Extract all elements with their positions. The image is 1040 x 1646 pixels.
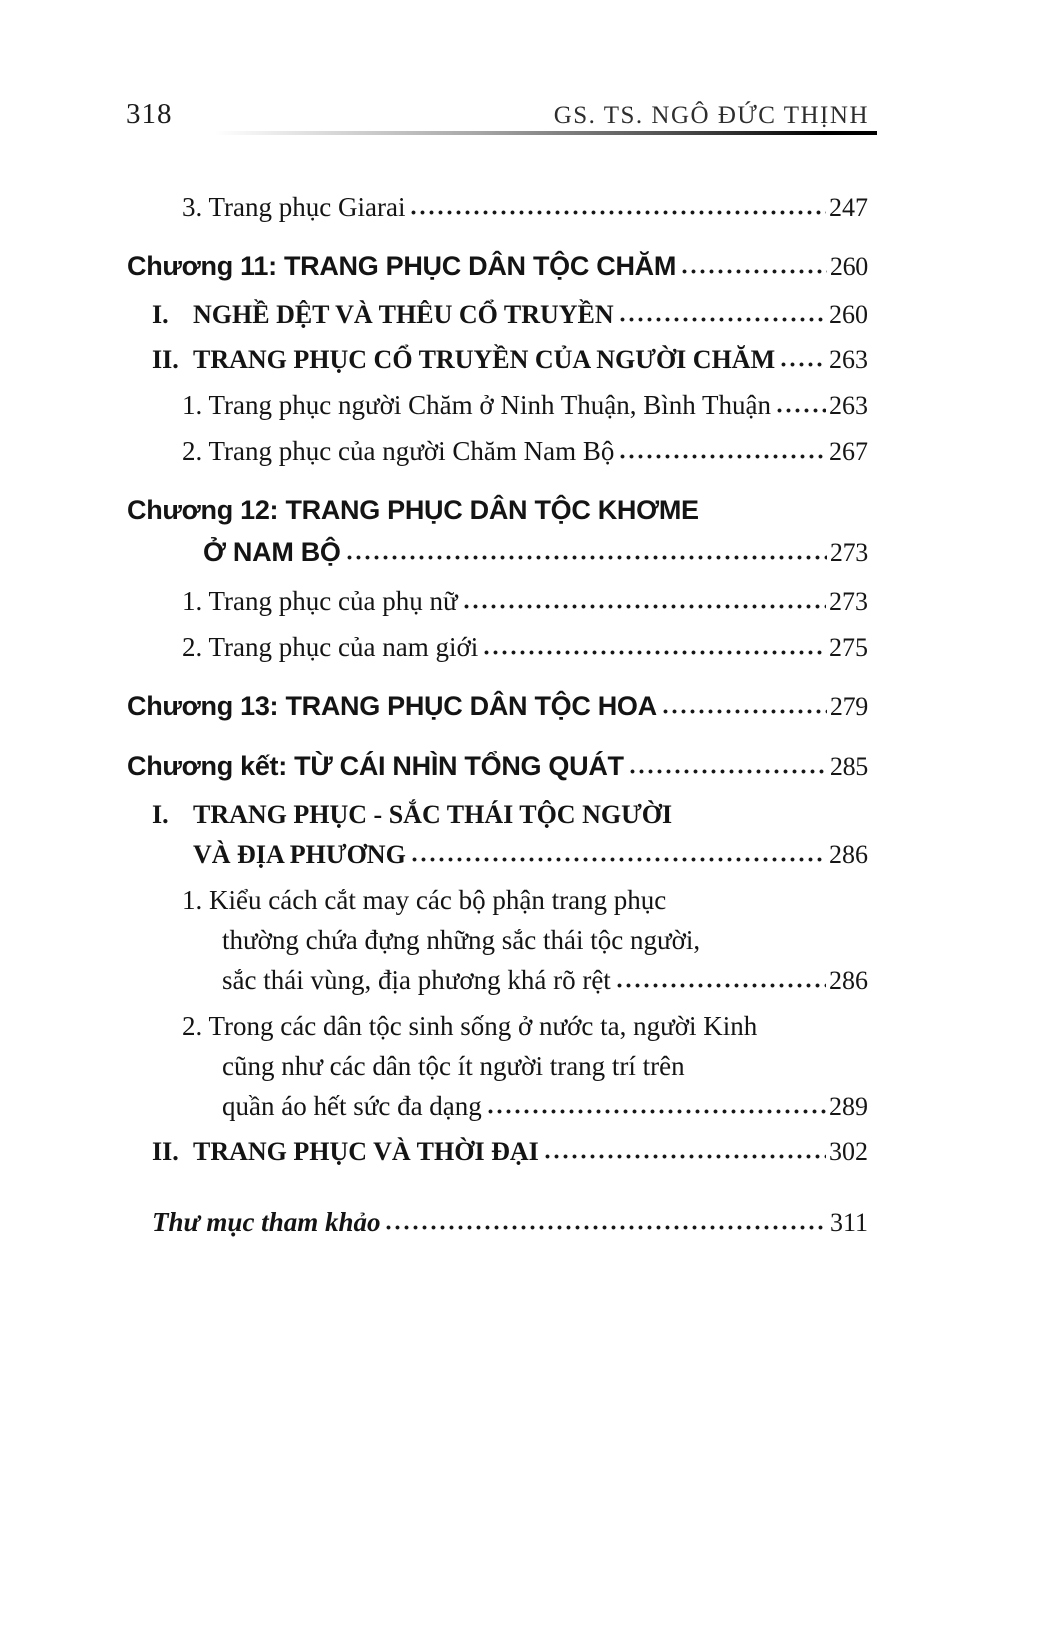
toc-leader-dots xyxy=(617,982,826,989)
toc-line xyxy=(127,835,868,875)
toc-line xyxy=(127,685,868,728)
toc-line xyxy=(127,880,868,920)
toc-line xyxy=(127,295,868,335)
toc-line xyxy=(127,245,868,288)
toc-entry-label: Chương 13: TRANG PHỤC DÂN TỘC HOA xyxy=(127,691,657,721)
toc-entry-label: VÀ ĐỊA PHƯƠNG xyxy=(193,840,406,869)
toc-line xyxy=(127,431,868,472)
toc-line xyxy=(127,1132,868,1172)
toc-leader-dots xyxy=(411,209,826,216)
toc-page-number: 311 xyxy=(829,1208,868,1237)
toc-entry xyxy=(127,627,868,668)
toc-entry-label: quần áo hết sức đa dạng xyxy=(222,1091,482,1121)
toc-entry xyxy=(127,295,868,335)
toc-line xyxy=(127,795,868,835)
toc-entry-label: Chương 12: TRANG PHỤC DÂN TỘC KHƠME xyxy=(127,495,699,525)
toc-line xyxy=(127,1202,868,1243)
toc-entry-label: TRANG PHỤC - SẮC THÁI TỘC NGƯỜI xyxy=(193,800,673,829)
toc-line xyxy=(127,1006,868,1046)
toc-leader-dots xyxy=(484,649,826,656)
toc-page-number: 273 xyxy=(829,587,868,616)
toc-entry-label: NGHỀ DỆT VÀ THÊU CỔ TRUYỀN xyxy=(193,300,614,329)
toc-page-number: 285 xyxy=(829,752,868,781)
toc-entry-numeral: I. xyxy=(152,800,169,829)
toc-leader-dots xyxy=(663,708,827,715)
toc-entry-label: 2. Trang phục của nam giới xyxy=(182,632,479,662)
toc-entry-label: 1. Trang phục của phụ nữ xyxy=(182,586,458,616)
toc-page-number: 260 xyxy=(829,300,868,329)
toc-entry-label: Chương kết: TỪ CÁI NHÌN TỔNG QUÁT xyxy=(127,751,624,781)
toc-page-number: 263 xyxy=(829,391,868,420)
toc-leader-dots xyxy=(777,407,826,414)
toc-entry xyxy=(127,685,868,728)
toc-page-number: 273 xyxy=(829,538,868,567)
toc-entry-label: TRANG PHỤC CỔ TRUYỀN CỦA NGƯỜI CHĂM xyxy=(193,345,776,374)
toc-entry-numeral: I. xyxy=(152,300,169,329)
toc-line xyxy=(127,340,868,380)
toc-entry xyxy=(127,385,868,426)
toc-page-number: 279 xyxy=(829,692,868,721)
toc-page-number: 275 xyxy=(829,633,868,662)
toc-entry-numeral: II. xyxy=(152,345,179,374)
toc-leader-dots xyxy=(781,361,826,368)
table-of-contents xyxy=(127,135,868,1248)
toc-page-number: 289 xyxy=(829,1092,868,1121)
toc-line xyxy=(127,531,868,574)
toc-page-number: 260 xyxy=(829,252,868,281)
toc-page-number: 247 xyxy=(829,193,868,222)
toc-entry-label: TRANG PHỤC VÀ THỜI ĐẠI xyxy=(193,1137,539,1166)
toc-entry-numeral: II. xyxy=(152,1137,179,1166)
toc-entry-label: 2. Trong các dân tộc sinh sống ở nước ta, người Kinh xyxy=(182,1011,758,1041)
toc-entry xyxy=(127,1202,868,1243)
toc-line xyxy=(127,745,868,788)
toc-leader-dots xyxy=(464,603,826,610)
folio-page-number: 318 xyxy=(126,98,173,130)
toc-line xyxy=(127,627,868,668)
toc-entry-label: cũng như các dân tộc ít người trang trí trên xyxy=(222,1051,685,1081)
toc-leader-dots xyxy=(682,268,827,275)
toc-entry-label: Ở NAM BỘ xyxy=(203,537,341,567)
toc-line xyxy=(127,1086,868,1127)
running-head: GS. TS. NGÔ ĐỨC THỊNH xyxy=(553,102,869,129)
toc-line xyxy=(127,385,868,426)
toc-entry xyxy=(127,795,868,875)
toc-line xyxy=(127,960,868,1001)
toc-line xyxy=(127,1046,868,1086)
toc-page-number: 302 xyxy=(829,1137,868,1166)
toc-entry xyxy=(127,187,868,228)
toc-entry xyxy=(127,581,868,622)
toc-leader-dots xyxy=(620,453,826,460)
toc-entry-label: sắc thái vùng, địa phương khá rõ rệt xyxy=(222,965,611,995)
toc-entry-label: thường chứa đựng những sắc thái tộc người, xyxy=(222,925,701,955)
toc-entry xyxy=(127,745,868,788)
toc-entry xyxy=(127,1006,868,1127)
toc-line xyxy=(127,920,868,960)
toc-entry-label: 1. Kiểu cách cắt may các bộ phận trang phục xyxy=(182,885,667,915)
toc-leader-dots xyxy=(412,856,826,863)
toc-page-number: 286 xyxy=(829,840,868,869)
toc-leader-dots xyxy=(488,1108,826,1115)
toc-entry-label: Chương 11: TRANG PHỤC DÂN TỘC CHĂM xyxy=(127,251,677,281)
toc-entry xyxy=(127,1132,868,1172)
toc-entry xyxy=(127,245,868,288)
toc-entry-label: 3. Trang phục Giarai xyxy=(182,192,406,222)
toc-entry-label: 2. Trang phục của người Chăm Nam Bộ xyxy=(182,436,615,466)
toc-leader-dots xyxy=(630,768,827,775)
toc-entry xyxy=(127,431,868,472)
toc-line xyxy=(127,581,868,622)
toc-page-number: 267 xyxy=(829,437,868,466)
toc-leader-dots xyxy=(620,316,826,323)
toc-line xyxy=(127,489,868,531)
toc-entry-label: Thư mục tham khảo xyxy=(152,1207,381,1237)
toc-leader-dots xyxy=(545,1153,826,1160)
toc-leader-dots xyxy=(347,554,827,561)
toc-entry xyxy=(127,489,868,574)
toc-entry xyxy=(127,880,868,1001)
toc-page-number: 263 xyxy=(829,345,868,374)
toc-entry-label: 1. Trang phục người Chăm ở Ninh Thuận, Bình Thuận xyxy=(182,390,771,420)
toc-entry xyxy=(127,340,868,380)
toc-leader-dots xyxy=(386,1224,826,1231)
toc-line xyxy=(127,187,868,228)
toc-page-number: 286 xyxy=(829,966,868,995)
